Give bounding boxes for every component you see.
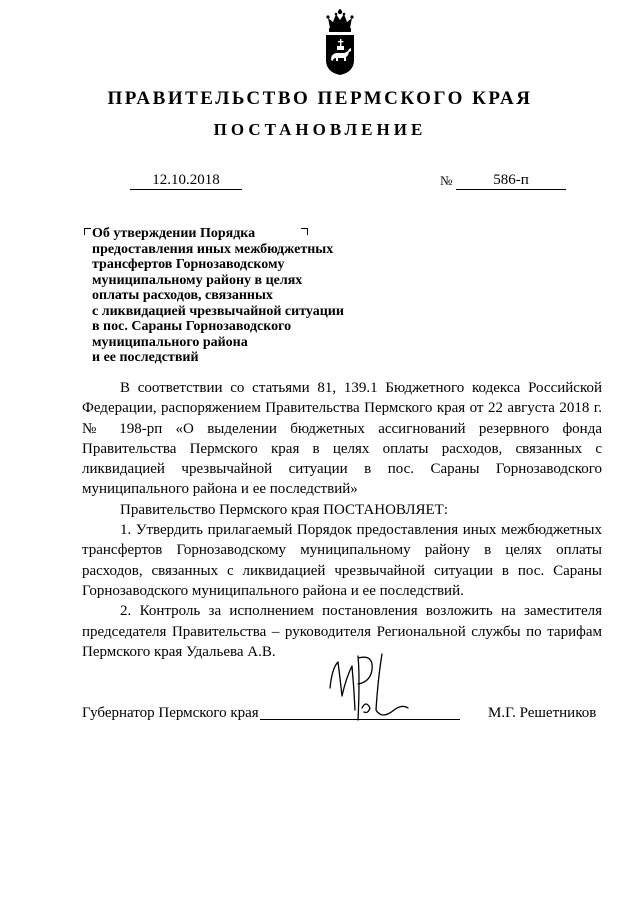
handwritten-signature-icon: [322, 648, 422, 728]
clause-2-paragraph: 2. Контроль за исполнением постановления возложить на заместителя председателя Правительства – руководителя Региональной службы по тарифам Пермского края Удальева А.В.: [82, 603, 602, 660]
subject-line: муниципального района: [92, 334, 248, 350]
resolution-statement: Правительство Пермского края ПОСТАНОВЛЯЕТ:: [120, 501, 449, 518]
subject-line: и ее последствий: [92, 350, 199, 365]
preamble-paragraph: В соответствии со статьями 81, 139.1 Бюджетного кодекса Российской Федерации, распоряжением Правительства Пермского края от 22 августа 2018 г. № 198-рп «О выделении бюджетных ассигнований резервного фонда Правительства Пермского края в целях оплаты расходов, связанных с ликвидацией чрезвычайной ситуации в пос. Сараны Горнозаводского муниципального района и ее последствий»: [82, 380, 602, 498]
document-subject: [92, 226, 392, 366]
subject-line: с ликвидацией чрезвычайной ситуации: [92, 303, 344, 319]
subject-line: трансфертов Горнозаводскому: [92, 257, 285, 272]
subject-line: в пос. Сараны Горнозаводского: [92, 319, 292, 334]
clause-1-paragraph: 1. Утвердить прилагаемый Порядок предоставления иных межбюджетных трансфертов Горнозаводскому муниципальному району в целях оплаты расходов, связанных с ликвидацией чрезвычайной ситуации в пос. Сараны Горнозаводского муниципального района и ее последствий.: [82, 522, 602, 599]
number-sign: №: [440, 173, 453, 188]
document-body: [82, 378, 602, 662]
document-date: 12.10.2018: [130, 172, 242, 190]
perm-krai-coat-of-arms-icon: [320, 8, 360, 76]
signatory-position: Губернатор Пермского края: [82, 705, 259, 721]
subject-line: Об утверждении Порядка: [92, 226, 256, 241]
signatory-name: М.Г. Решетников: [488, 705, 597, 721]
document-type: ПОСТАНОВЛЕНИЕ: [213, 120, 427, 139]
subject-line: муниципальному району в целях: [92, 272, 303, 288]
document-number: 586-п: [456, 172, 566, 190]
subject-corner-left: [84, 228, 91, 235]
subject-line: оплаты расходов, связанных: [92, 288, 273, 303]
government-title: ПРАВИТЕЛЬСТВО ПЕРМСКОГО КРАЯ: [107, 88, 533, 109]
subject-line: предоставления иных межбюджетных: [92, 241, 334, 257]
